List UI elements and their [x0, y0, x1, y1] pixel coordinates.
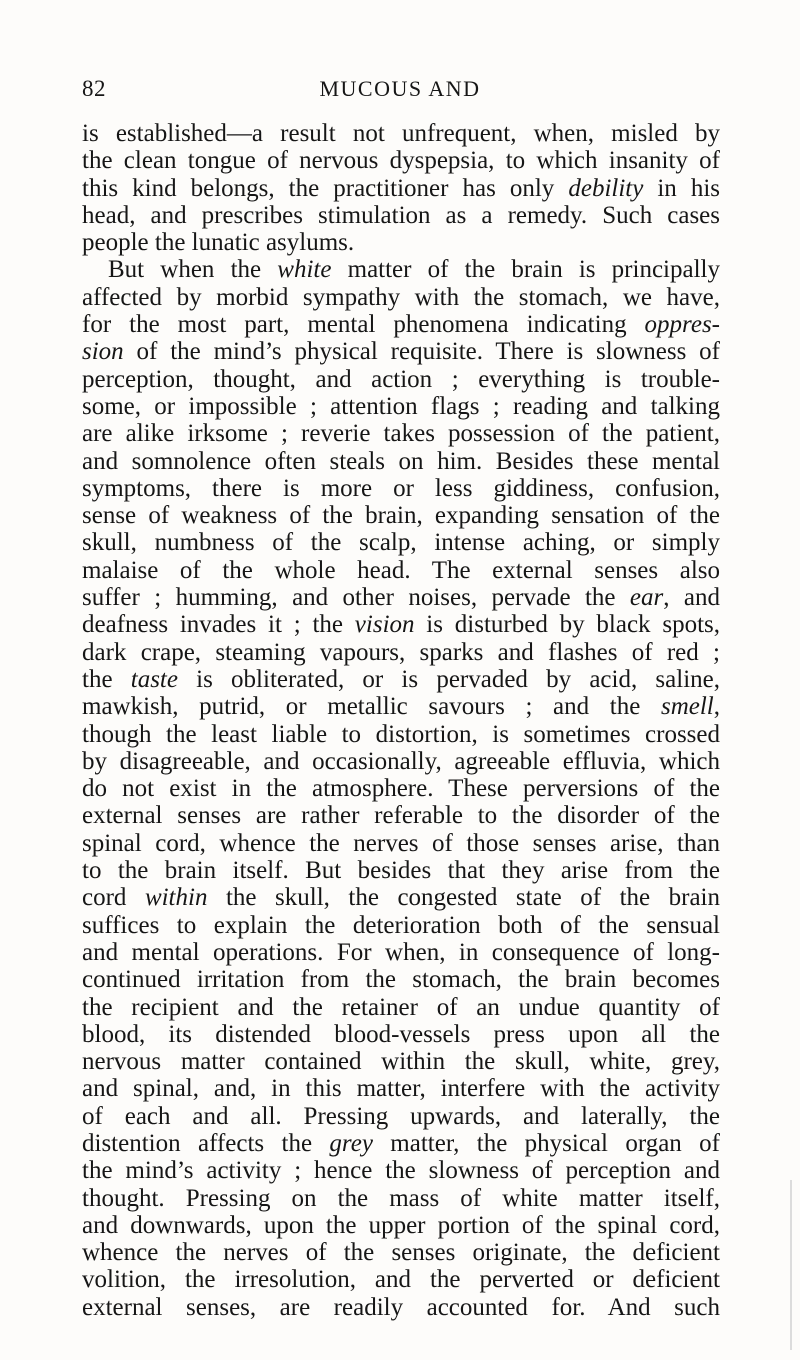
text-line: and mental operations. For when, in consequence of long-	[82, 938, 720, 966]
page-number: 82	[82, 76, 106, 101]
text-line: head, and prescribes stimulation as a remedy. Such cases	[82, 201, 720, 229]
text-line: perception, thought, and action ; everything is trouble-	[82, 365, 720, 393]
text-line: suffer ; humming, and other noises, pervade the ear, and	[82, 584, 720, 612]
text-line: and downwards, upon the upper portion of the spinal cord,	[82, 1211, 720, 1239]
text-line: thought. Pressing on the mass of white matter itself,	[82, 1184, 720, 1212]
text-line: mawkish, putrid, or metallic savours ; and the smell,	[82, 693, 720, 721]
italic-emphasis: sion	[82, 338, 124, 366]
text-line: external senses are rather referable to the disorder of the	[82, 802, 720, 830]
text-line: sion of the mind’s physical requisite. There is slowness of	[82, 338, 720, 366]
text-line: spinal cord, whence the nerves of those senses arise, than	[82, 829, 720, 857]
text-line: external senses, are readily accounted for. And such	[82, 1293, 720, 1321]
text-line: the clean tongue of nervous dyspepsia, to which insanity of	[82, 147, 720, 175]
text-line: people the lunatic asylums.	[82, 229, 355, 257]
text-line: skull, numbness of the scalp, intense aching, or simply	[82, 529, 720, 557]
text-line: blood, its distended blood-vessels press upon all the	[82, 1020, 720, 1048]
text-line: dark crape, steaming vapours, sparks and flashes of red ;	[82, 638, 720, 666]
italic-emphasis: taste	[130, 665, 178, 693]
text-line: whence the nerves of the senses originate, the deficient	[82, 1239, 720, 1267]
text-line: and spinal, and, in this matter, interfere with the activity	[82, 1075, 720, 1103]
italic-emphasis: within	[144, 884, 208, 912]
text-line: symptoms, there is more or less giddiness, confusion,	[82, 474, 720, 502]
italic-emphasis: debility	[568, 174, 644, 202]
text-line: suffices to explain the deterioration both of the sensual	[82, 911, 720, 939]
body-text	[82, 120, 720, 1321]
text-line: by disagreeable, and occasionally, agreeable effluvia, which	[82, 747, 720, 775]
text-line: of each and all. Pressing upwards, and laterally, the	[82, 1102, 720, 1130]
text-line: cord within the skull, the congested state of the brain	[82, 884, 721, 912]
text-line: deafness invades it ; the vision is disturbed by black spots,	[82, 611, 720, 639]
text-line: is established—a result not unfrequent, when, misled by	[82, 120, 720, 147]
italic-emphasis: ear	[629, 584, 664, 612]
italic-emphasis: oppres-	[644, 311, 720, 339]
page-edge-shadow	[790, 1180, 792, 1350]
text-line: the mind’s activity ; hence the slowness of perception and	[82, 1157, 720, 1185]
text-line: volition, the irresolution, and the perverted or deficient	[82, 1266, 720, 1294]
italic-emphasis: vision	[354, 611, 415, 639]
italic-emphasis: white	[277, 256, 332, 284]
text-line: though the least liable to distortion, is sometimes crossed	[82, 720, 720, 748]
text-line: some, or impossible ; attention flags ; reading and talking	[82, 392, 720, 420]
text-line: the recipient and the retainer of an undue quantity of	[82, 993, 720, 1021]
italic-emphasis: grey	[329, 1129, 373, 1157]
italic-emphasis: smell	[660, 693, 714, 721]
text-line: sense of weakness of the brain, expanding sensation of the	[82, 502, 720, 530]
text-line: distention affects the grey matter, the physical organ of	[82, 1129, 721, 1157]
text-line: But when the white matter of the brain is principally	[108, 256, 720, 284]
running-title: MUCOUS AND	[319, 76, 481, 101]
text-line: do not exist in the atmosphere. These perversions of the	[82, 775, 720, 803]
text-line: this kind belongs, the practitioner has only debility in his	[82, 174, 721, 202]
text-line: affected by morbid sympathy with the stomach, we have,	[82, 283, 720, 311]
text-line: for the most part, mental phenomena indicating oppres-	[82, 311, 720, 339]
text-line: are alike irksome ; reverie takes possession of the patient,	[82, 420, 720, 448]
running-header	[82, 76, 718, 106]
text-line: nervous matter contained within the skull, white, grey,	[82, 1048, 720, 1076]
text-line: to the brain itself. But besides that they arise from the	[82, 857, 720, 885]
text-line: continued irritation from the stomach, the brain becomes	[82, 966, 720, 994]
text-line: malaise of the whole head. The external senses also	[82, 556, 720, 584]
text-line: and somnolence often steals on him. Besides these mental	[82, 447, 720, 475]
text-line: the taste is obliterated, or is pervaded by acid, saline,	[82, 665, 720, 693]
